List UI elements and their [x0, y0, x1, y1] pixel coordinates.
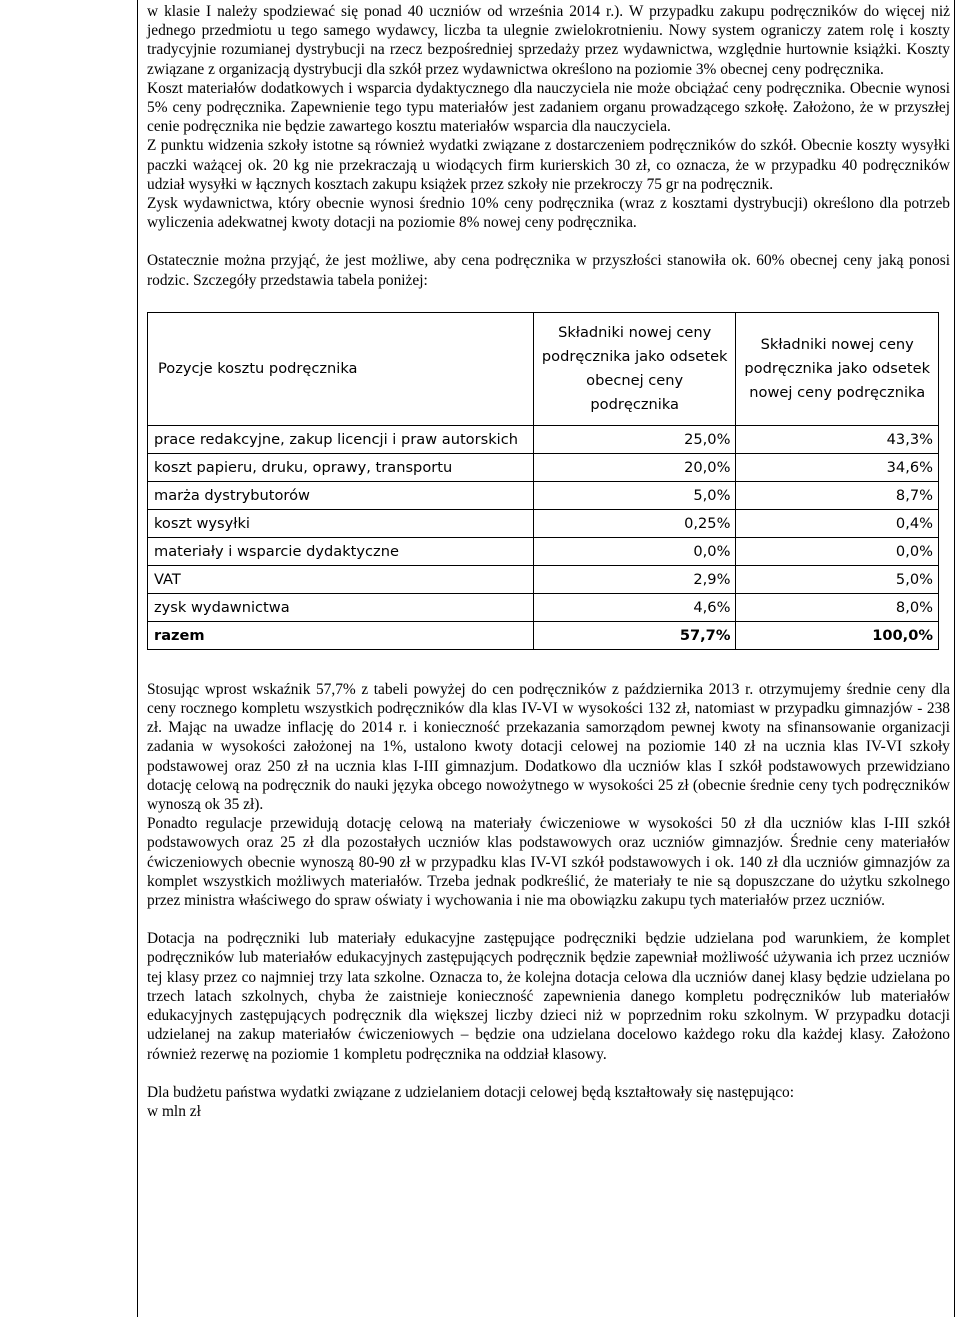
table-cell: 8,7%: [736, 481, 939, 509]
table-cell: koszt papieru, druku, oprawy, transportu: [148, 453, 534, 481]
table-cell: koszt wysyłki: [148, 509, 534, 537]
table-cell: 5,0%: [533, 481, 736, 509]
unit-label: w mln zł: [147, 1102, 201, 1120]
table-row: [148, 509, 939, 537]
table-cell: VAT: [148, 565, 534, 593]
table-cell: 2,9%: [533, 565, 736, 593]
cost-table: [147, 312, 939, 650]
table-cell: 20,0%: [533, 453, 736, 481]
table-header-row: [148, 312, 939, 425]
table-row: [148, 481, 939, 509]
table-cell: 57,7%: [533, 621, 736, 649]
table-cell: 100,0%: [736, 621, 939, 649]
table-cell: 0,0%: [736, 537, 939, 565]
paragraph: Koszt materiałów dodatkowych i wsparcia dydaktycznego dla nauczyciela nie może obciążać ceny podręcznika. Obecnie wynosi 5% ceny podręcznika. Zapewnienie tego typu materiałów jest zadaniem organu prowadzącego szkołę. Założono, że w przyszłej cenie podręcznika nie będzie zawartego kosztu materiałów wsparcia dla nauczyciela.: [147, 79, 950, 136]
table-cell: 8,0%: [736, 593, 939, 621]
paragraph-summary: Ostatecznie można przyjąć, że jest możliwe, aby cena podręcznika w przyszłości stanowiła ok. 60% obecnej ceny jaką ponosi rodzic. Szczegóły przedstawia tabela poniżej:: [147, 252, 950, 289]
table-cell: 0,4%: [736, 509, 939, 537]
paragraph: Stosując wprost wskaźnik 57,7% z tabeli powyżej do cen podręczników z października 2013 r. otrzymujemy średnie ceny dla ceny rocznego kompletu wszystkich podręczników dla klas IV-VI w wysokości 132 zł, natomiast w przypadku gimnazjów - 238 zł. Mając na uwadze inflację do 2014 r. i konieczność przekazania samorządom pewnej kwoty na sfinansowanie organizacji zadania w wysokości założonej na 1%, ustalono kwoty dotacji celowej na poziomie 140 zł na ucznia klas IV-VI szkoły podstawowej oraz 250 zł na ucznia klas I-III gimnazjum. Dodatkowo dla uczniów klas I szkół podstawowych przewidziano dotację celową na podręcznik do nauki języka obcego nowożytnego w wysokości 25 zł (obecnie średnie ceny tych podręczników wynoszą ok 35 zł).: [147, 680, 950, 814]
table-row: [148, 537, 939, 565]
table-cell: zysk wydawnictwa: [148, 593, 534, 621]
paragraph: Z punktu widzenia szkoły istotne są również wydatki związane z dostarczeniem podręczników do szkół. Obecnie koszty wysyłki paczki ważącej ok. 20 kg nie przekraczają u wiodących firm kurierskich 30 zł, co oznacza, że w przypadku 40 podręczników udział wysyłki w łącznych kosztach zakupu książek przez szkoły nie przekroczy 75 gr na podręcznik.: [147, 137, 950, 193]
table-cell: 4,6%: [533, 593, 736, 621]
table-header-cell: Pozycje kosztu podręcznika: [148, 312, 534, 425]
paragraph-budget: Dla budżetu państwa wydatki związane z udzielaniem dotacji celowej będą kształtowały się następująco:: [147, 1083, 795, 1101]
table-row: [148, 565, 939, 593]
table-cell: 0,25%: [533, 509, 736, 537]
paragraph: w klasie I należy spodziewać się ponad 40 uczniów od września 2014 r.). W przypadku zakupu podręczników do więcej niż jednego przedmiotu u tego samego wydawcy, liczba ta ulegnie zwielokrotnieniu. Nowy system ograniczy zatem rolę i koszty tradycyjnie rozumianej dystrybucji na rzecz bezpośredniej sprzedaży przez wydawnictwa, względnie hurtownie książki. Koszty związane z organizacją dystrybucji dla szkół przez wydawnictwa określono na poziomie 3% obecnej ceny podręcznika.: [147, 3, 950, 78]
paragraph: Ponadto regulacje przewidują dotację celową na materiały ćwiczeniowe w wysokości 50 zł dla uczniów klas I-III szkół podstawowych oraz 25 zł dla pozostałych uczniów klas podstawowych oraz uczniów gimnazjów. Średnie ceny materiałów ćwiczeniowych obecnie wynoszą 80-90 zł w przypadku klas IV-VI szkół podstawowych i ok. 140 zł dla uczniów gimnazjów za komplet wszystkich możliwych materiałów. Trzeba jednak podkreślić, że materiały te nie są dopuszczane do użytku szkolnego przez ministra właściwego do spraw oświaty i wychowania i nie ma obowiązku zakupu tych materiałów przez uczniów.: [147, 815, 950, 910]
table-row: [148, 593, 939, 621]
paragraph: Zysk wydawnictwa, który obecnie wynosi średnio 10% ceny podręcznika (wraz z kosztami dystrybucji) określono dla potrzeb wyliczenia adekwatnej kwoty dotacji na poziomie 8% nowej ceny podręcznika.: [147, 195, 950, 232]
table-cell: 25,0%: [533, 425, 736, 453]
paragraph-dotacja: Dotacja na podręczniki lub materiały edukacyjne zastępujące podręczniki będzie udzielana pod warunkiem, że komplet podręczników lub materiałów edukacyjnych zastępujących podręcznik będzie zapewniał możliwość używania ich przez uczniów tej klasy przez co najmniej trzy lata szkolne. Oznacza to, że kolejna dotacja celowa dla uczniów danej klasy będzie udzielana po trzech latach szkolnych, chyba że zaistnieje konieczność zapewnienia danego kompletu podręczników lub materiałów edukacyjnych zastępujących podręcznik dla większej liczby dzieci niż w poprzednim roku szkolnym. W przypadku dotacji udzielanej na zakup materiałów ćwiczeniowych – będzie ona udzielana docelowo każdego roku dla każdej klasy. Założono również rezerwę na poziomie 1 kompletu podręcznika na oddział klasowy.: [147, 930, 950, 1063]
table-cell: materiały i wsparcie dydaktyczne: [148, 537, 534, 565]
table-header-cell: Składniki nowej ceny podręcznika jako odsetek obecnej ceny podręcznika: [533, 312, 736, 425]
table-cell: prace redakcyjne, zakup licencji i praw autorskich: [148, 425, 534, 453]
table-cell: 43,3%: [736, 425, 939, 453]
document-body: [147, 2, 950, 1121]
table-total-row: [148, 621, 939, 649]
table-cell: razem: [148, 621, 534, 649]
table-row: [148, 425, 939, 453]
table-row: [148, 453, 939, 481]
table-cell: 0,0%: [533, 537, 736, 565]
table-cell: marża dystrybutorów: [148, 481, 534, 509]
table-cell: 5,0%: [736, 565, 939, 593]
table-header-cell: Składniki nowej ceny podręcznika jako odsetek nowej ceny podręcznika: [736, 312, 939, 425]
table-cell: 34,6%: [736, 453, 939, 481]
